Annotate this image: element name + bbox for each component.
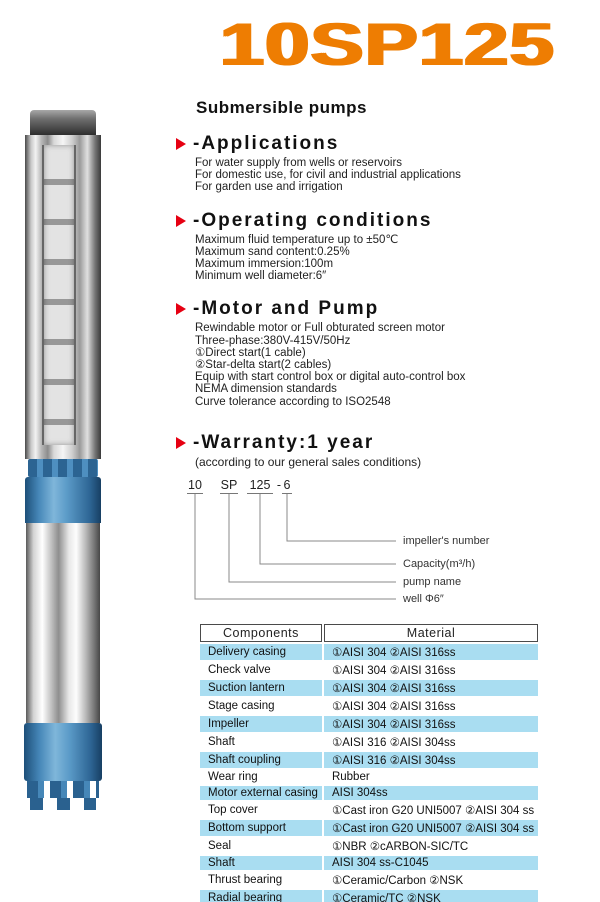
section-title: -Operating conditions xyxy=(193,209,433,231)
materials-table xyxy=(198,622,540,902)
section-title: -Motor and Pump xyxy=(193,298,380,320)
text-line: Maximum immersion:100m xyxy=(195,258,334,271)
material-cell: ①Ceramic/TC ②NSK xyxy=(324,890,538,902)
text-line: For water supply from wells or reservoirs xyxy=(195,157,403,169)
table-row xyxy=(200,716,538,732)
model-code-label: pump name xyxy=(403,576,462,589)
material-cell: ①Cast iron G20 UNI5007 ②AISI 304 ss xyxy=(324,820,538,836)
warranty-note xyxy=(195,456,600,468)
header-row xyxy=(200,624,538,642)
model-code-part: 10 xyxy=(188,478,202,493)
triangle-bullet-icon xyxy=(176,138,186,150)
pump-cutaway-core xyxy=(42,145,76,445)
table-row xyxy=(200,680,538,696)
table-row xyxy=(200,838,538,854)
section-heading-motor-and-pump xyxy=(176,298,600,320)
component-cell: Shaft xyxy=(200,856,322,870)
component-cell: Wear ring xyxy=(200,770,322,784)
component-cell: Delivery casing xyxy=(200,644,322,660)
text-line: ②Star-delta start(2 cables) xyxy=(195,359,332,372)
component-cell: Shaft coupling xyxy=(200,752,322,768)
text-line: NEMA dimension standards xyxy=(195,383,337,396)
model-code-separator: - xyxy=(276,478,282,493)
text-line: Maximum fluid temperature up to ±50℃ xyxy=(195,233,399,246)
component-cell: Suction lantern xyxy=(200,680,322,696)
model-code-diagram xyxy=(187,478,600,610)
section-heading-applications xyxy=(176,133,600,155)
component-cell: Shaft xyxy=(200,734,322,750)
table-row xyxy=(200,786,538,800)
model-code-part: 6 xyxy=(283,478,291,493)
model-code-label: Capacity(m³/h) xyxy=(403,558,476,571)
column-header-material: Material xyxy=(324,624,538,642)
material-cell: ①Cast iron G20 UNI5007 ②AISI 304 ss xyxy=(324,802,538,818)
material-cell: ①NBR ②cARBON-SIC/TC xyxy=(324,838,538,854)
text-line: Maximum sand content:0.25% xyxy=(195,245,350,258)
text-line: Curve tolerance according to ISO2548 xyxy=(195,395,391,408)
text-line: Rewindable motor or Full obturated screen motor xyxy=(195,322,445,335)
table-row xyxy=(200,856,538,870)
pump-top-cap xyxy=(30,110,96,135)
component-cell: Seal xyxy=(200,838,322,854)
material-cell: ①AISI 304 ②AISI 316ss xyxy=(324,716,538,732)
model-code-part: SP xyxy=(220,478,238,493)
text-line: (according to our general sales conditions) xyxy=(195,454,422,469)
material-cell: Rubber xyxy=(324,770,538,784)
table-row xyxy=(200,752,538,768)
material-cell: ①AISI 304 ②AISI 316ss xyxy=(324,662,538,678)
component-cell: Thrust bearing xyxy=(200,872,322,888)
content-column xyxy=(175,0,600,610)
model-code-label: well Φ6″ xyxy=(403,593,444,606)
column-header-components: Components xyxy=(200,624,322,642)
table-row xyxy=(200,698,538,714)
model-code-label: impeller's number xyxy=(403,535,490,548)
model-code-part: 125 xyxy=(247,478,273,494)
section-heading-operating-conditions xyxy=(176,210,600,232)
table-row xyxy=(200,644,538,660)
text-line: Minimum well diameter:6″ xyxy=(195,270,327,283)
material-cell: ①AISI 304 ②AISI 316ss xyxy=(324,680,538,696)
table-header xyxy=(200,624,538,642)
pump-stage-section xyxy=(25,135,101,459)
pump-bottom-support xyxy=(24,723,102,781)
table-row xyxy=(200,802,538,818)
pump-feet-ring xyxy=(27,781,99,798)
text-line: Equip with start control box or digital auto-control box xyxy=(195,371,466,384)
table-row xyxy=(200,662,538,678)
component-cell: Impeller xyxy=(200,716,322,732)
component-cell: Radial bearing xyxy=(200,890,322,902)
pump-motor-body xyxy=(26,523,100,723)
table-row xyxy=(200,872,538,888)
applications-text xyxy=(195,157,600,194)
connector-lines xyxy=(187,478,587,610)
text-line: ①Direct start(1 cable) xyxy=(195,346,306,359)
table-body xyxy=(200,644,538,902)
material-cell: ①AISI 304 ②AISI 316ss xyxy=(324,644,538,660)
section-title: -Applications xyxy=(193,133,340,154)
operating-conditions-text xyxy=(195,234,600,283)
table-row xyxy=(200,890,538,902)
product-category: Submersible pumps xyxy=(196,98,367,117)
material-cell: AISI 304 ss-C1045 xyxy=(324,856,538,870)
text-line: For garden use and irrigation xyxy=(195,181,343,194)
material-cell: AISI 304ss xyxy=(324,786,538,800)
text-line: Three-phase:380V-415V/50Hz xyxy=(195,334,351,347)
product-model-title: 10SP125 xyxy=(219,11,556,78)
component-cell: Top cover xyxy=(200,802,322,818)
text-line: For domestic use, for civil and industrial applications xyxy=(195,169,461,182)
table-row xyxy=(200,770,538,784)
pump-feet-tabs xyxy=(30,798,96,810)
triangle-bullet-icon xyxy=(176,437,186,449)
material-cell: ①Ceramic/Carbon ②NSK xyxy=(324,872,538,888)
section-title: -Warranty:1 year xyxy=(193,431,375,453)
pump-cutaway-photo xyxy=(24,110,102,815)
component-cell: Check valve xyxy=(200,662,322,678)
material-cell: ①AISI 316 ②AISI 304ss xyxy=(324,752,538,768)
motor-and-pump-text xyxy=(195,322,600,407)
component-cell: Motor external casing xyxy=(200,786,322,800)
table-row xyxy=(200,820,538,836)
pump-blue-coupling xyxy=(25,477,101,523)
material-cell: ①AISI 304 ②AISI 316ss xyxy=(324,698,538,714)
section-heading-warranty xyxy=(176,432,600,454)
table-row xyxy=(200,734,538,750)
triangle-bullet-icon xyxy=(176,215,186,227)
triangle-bullet-icon xyxy=(176,303,186,315)
pump-coupling-ring xyxy=(28,459,98,477)
component-cell: Bottom support xyxy=(200,820,322,836)
material-cell: ①AISI 316 ②AISI 304ss xyxy=(324,734,538,750)
component-cell: Stage casing xyxy=(200,698,322,714)
